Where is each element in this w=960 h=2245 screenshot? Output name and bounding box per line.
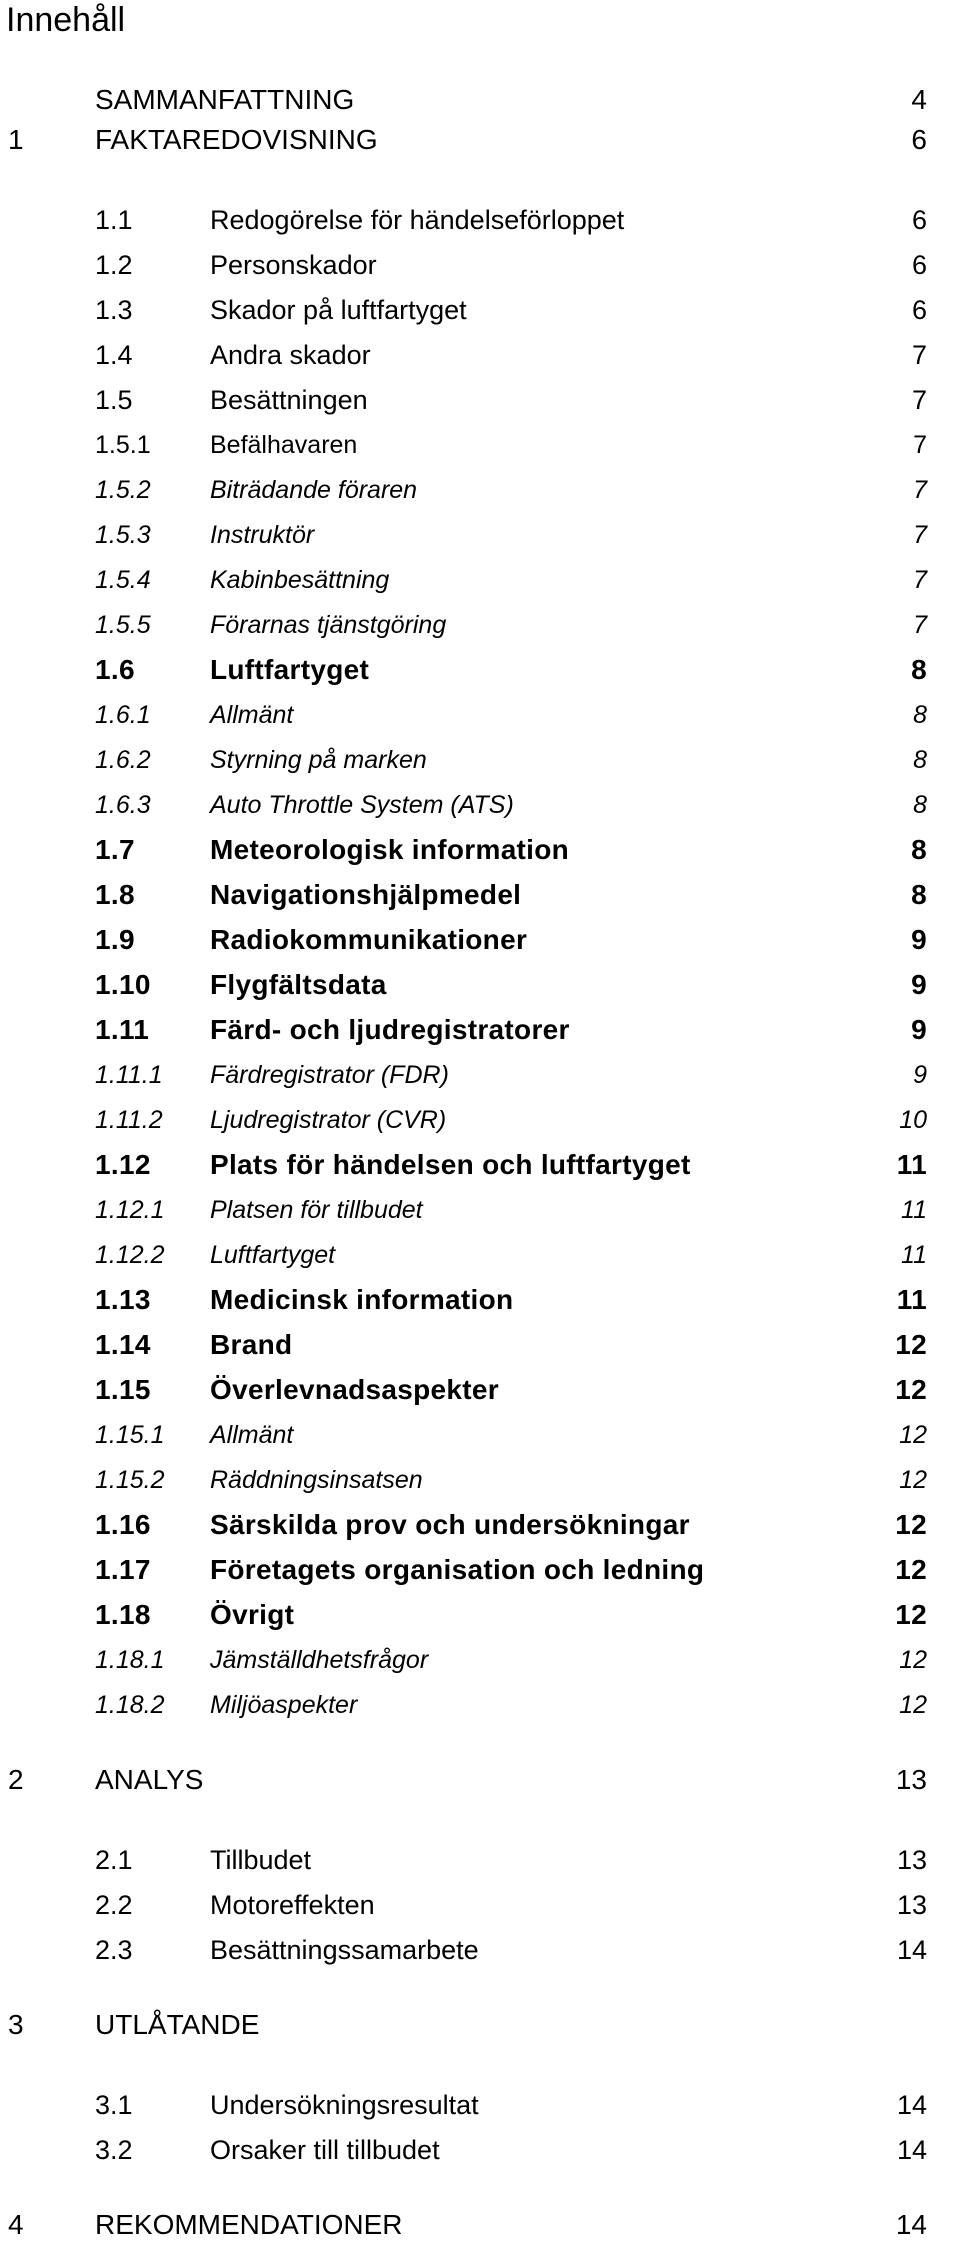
toc-entry-page: 8 — [911, 654, 927, 685]
toc-entry[interactable] — [0, 695, 960, 735]
toc-entry-title: Luftfartyget — [210, 1241, 336, 1269]
toc-entry-number: 1.5 — [95, 385, 133, 415]
toc-entry-title: Tillbudet — [210, 1845, 312, 1875]
toc-entry-page: 8 — [911, 834, 927, 865]
toc-entry-title: Allmänt — [210, 1421, 294, 1449]
toc-entry-title: Platsen för tillbudet — [210, 1196, 423, 1224]
toc-entry-page: 11 — [901, 1241, 927, 1269]
toc-entry[interactable] — [0, 1760, 960, 1800]
toc-entry-page: 14 — [896, 2090, 927, 2120]
toc-entry-page: 12 — [899, 1691, 927, 1719]
toc-entry[interactable] — [0, 1280, 960, 1320]
toc-entry-number: 1.15 — [95, 1374, 151, 1405]
toc-entry-page: 7 — [911, 385, 927, 415]
toc-entry[interactable] — [0, 1100, 960, 1140]
toc-entry-page: 12 — [895, 1554, 927, 1585]
toc-entry-title: Allmänt — [210, 701, 294, 729]
toc-entry-number: 1.14 — [95, 1329, 151, 1360]
toc-entry-number: 4 — [8, 2209, 24, 2240]
toc-entry-title: Instruktör — [210, 521, 315, 549]
toc-entry-number: 1.15.2 — [95, 1466, 165, 1494]
toc-entry-title: Meteorologisk information — [210, 834, 570, 865]
toc-entry[interactable] — [0, 1145, 960, 1185]
toc-entry[interactable] — [0, 290, 960, 330]
page-title: Innehåll — [6, 1, 126, 39]
toc-entry-title: Redogörelse för händelseförloppet — [210, 205, 625, 235]
toc-entry-title: Styrning på marken — [210, 746, 427, 774]
toc-entry[interactable] — [0, 515, 960, 555]
toc-entry-number: 1.18 — [95, 1599, 151, 1630]
toc-entry[interactable] — [0, 605, 960, 645]
toc-entry[interactable] — [0, 425, 960, 465]
toc-entry-title: Överlevnadsaspekter — [210, 1374, 499, 1405]
toc-entry-page: 14 — [896, 2135, 927, 2165]
toc-entry-title: Radiokommunikationer — [210, 924, 528, 955]
toc-entry-page: 7 — [913, 566, 927, 594]
toc-entry-number: 3.1 — [95, 2090, 133, 2120]
toc-entry-title: Andra skador — [210, 340, 371, 370]
toc-entry-title: Färd- och ljudregistratorer — [210, 1014, 570, 1045]
toc-entry-page: 8 — [911, 879, 927, 910]
toc-entry-number: 1.11.1 — [95, 1061, 163, 1089]
toc-entry[interactable] — [0, 1370, 960, 1410]
toc-entry-title: FAKTAREDOVISNING — [95, 124, 378, 155]
toc-entry-number: 3.2 — [95, 2135, 133, 2165]
toc-entry[interactable] — [0, 650, 960, 690]
toc-entry-number: 1 — [8, 124, 24, 155]
toc-entry-page: 12 — [899, 1646, 927, 1674]
toc-entry-number: 1.1 — [95, 205, 133, 235]
toc-entry-page: 6 — [911, 250, 927, 280]
toc-entry[interactable] — [0, 1550, 960, 1590]
toc-entry-title: Auto Throttle System (ATS) — [210, 791, 514, 819]
toc-entry[interactable] — [0, 965, 960, 1005]
toc-entry-number: 1.6 — [95, 654, 135, 685]
toc-entry[interactable] — [0, 1190, 960, 1230]
toc-entry-number: 1.6.2 — [95, 746, 151, 774]
toc-entry-number: 1.13 — [95, 1284, 151, 1315]
toc-entry-title: Befälhavaren — [210, 431, 358, 459]
toc-entry[interactable] — [0, 1840, 960, 1880]
toc-entry-page: 6 — [911, 124, 927, 155]
toc-entry-page: 12 — [895, 1509, 927, 1540]
toc-entry[interactable] — [0, 560, 960, 600]
toc-entry-number: 1.8 — [95, 879, 135, 910]
toc-entry-page: 6 — [911, 205, 927, 235]
toc-entry[interactable] — [0, 1885, 960, 1925]
toc-entry[interactable] — [0, 1235, 960, 1275]
toc-entry[interactable] — [0, 1595, 960, 1635]
toc-entry-title: Förarnas tjänstgöring — [210, 611, 447, 639]
toc-entry-title: Företagets organisation och ledning — [210, 1554, 705, 1585]
toc-entry-page: 8 — [913, 701, 927, 729]
toc-entry-title: Medicinsk information — [210, 1284, 514, 1315]
toc-entry-page: 11 — [901, 1196, 927, 1224]
toc-entry-title: Orsaker till tillbudet — [210, 2135, 440, 2165]
toc-entry-page: 4 — [911, 84, 927, 115]
toc-entry-title: Brand — [210, 1329, 293, 1360]
toc-entry-page: 14 — [896, 1935, 927, 1965]
toc-entry-number: 1.10 — [95, 969, 151, 1000]
toc-entry-page: 9 — [911, 969, 927, 1000]
toc-entry[interactable] — [0, 1930, 960, 1970]
toc-entry-page: 8 — [913, 746, 927, 774]
toc-entry[interactable] — [0, 1505, 960, 1545]
toc-entry-title: Motoreffekten — [210, 1890, 375, 1920]
toc-entry-number: 1.5.3 — [95, 521, 151, 549]
toc-entry[interactable] — [0, 470, 960, 510]
toc-entry[interactable] — [0, 245, 960, 285]
toc-entry[interactable] — [0, 1010, 960, 1050]
toc-entry[interactable] — [0, 1640, 960, 1680]
toc-entry[interactable] — [0, 200, 960, 240]
toc-entry-number: 1.6.3 — [95, 791, 151, 819]
toc-entry-title: REKOMMENDATIONER — [95, 2209, 403, 2240]
toc-entry-title: Plats för händelsen och luftfartyget — [210, 1149, 691, 1180]
toc-entry-page: 7 — [913, 476, 927, 504]
toc-entry-page: 12 — [899, 1421, 927, 1449]
toc-entry-number: 1.6.1 — [95, 701, 151, 729]
toc-entry[interactable] — [0, 1460, 960, 1500]
toc-entry-number: 1.9 — [95, 924, 135, 955]
toc-entry-number: 1.11.2 — [95, 1106, 163, 1134]
toc-entry-number: 1.18.1 — [95, 1646, 165, 1674]
toc-entry-title: UTLÅTANDE — [95, 2009, 260, 2040]
toc-entry[interactable] — [0, 2130, 960, 2170]
toc-entry-number: 1.5.1 — [95, 431, 151, 459]
toc-entry-number: 1.11 — [95, 1014, 150, 1045]
toc-entry-number: 1.7 — [95, 834, 135, 865]
toc-entry-title: Besättningen — [210, 385, 368, 415]
toc-entry[interactable] — [0, 785, 960, 825]
toc-entry-number: 1.12 — [95, 1149, 151, 1180]
toc-entry-page: 12 — [895, 1374, 927, 1405]
toc-entry-title: Övrigt — [210, 1599, 295, 1630]
toc-entry[interactable] — [0, 335, 960, 375]
toc-entry[interactable] — [0, 1415, 960, 1455]
toc-entry-page: 11 — [896, 1149, 927, 1180]
toc-entry-page: 7 — [913, 431, 927, 459]
toc-entry-page: 9 — [911, 1014, 927, 1045]
toc-entry-number: 2.1 — [95, 1845, 133, 1875]
toc-entry[interactable] — [0, 830, 960, 870]
toc-entry-number: 1.12.2 — [95, 1241, 165, 1269]
toc-entry-page: 7 — [913, 521, 927, 549]
toc-entry-title: Luftfartyget — [210, 654, 370, 685]
toc-entry-number: 1.4 — [95, 340, 133, 370]
toc-entry[interactable] — [0, 120, 960, 160]
toc-entry-number: 1.5.5 — [95, 611, 151, 639]
toc-entry-page: 12 — [895, 1329, 927, 1360]
toc-entry-number: 1.3 — [95, 295, 133, 325]
toc-entry-title: Besättningssamarbete — [210, 1935, 479, 1965]
toc-entry[interactable] — [0, 2005, 960, 2045]
toc-entry[interactable] — [0, 1685, 960, 1725]
toc-entry-page: 9 — [911, 924, 927, 955]
toc-entry-title: Navigationshjälpmedel — [210, 879, 522, 910]
toc-entry-number: 2 — [8, 1764, 24, 1795]
toc-entry-number: 1.5.4 — [95, 566, 151, 594]
toc-entry-page: 6 — [911, 295, 927, 325]
toc-entry-number: 1.18.2 — [95, 1691, 165, 1719]
toc-entry-title: Miljöaspekter — [210, 1691, 358, 1719]
toc-entry-page: 11 — [896, 1284, 927, 1315]
toc-entry[interactable] — [0, 740, 960, 780]
toc-entry-number: 1.5.2 — [95, 476, 151, 504]
toc-entry-page: 10 — [899, 1106, 927, 1134]
toc-entry-title: Biträdande föraren — [210, 476, 418, 504]
toc-entry-title: SAMMANFATTNING — [95, 84, 355, 115]
toc-entry-title: Skador på luftfartyget — [210, 295, 467, 325]
toc-entry[interactable] — [0, 380, 960, 420]
toc-entry-title: Kabinbesättning — [210, 566, 390, 594]
toc-entry[interactable] — [0, 1055, 960, 1095]
toc-entry-title: ANALYS — [95, 1764, 204, 1795]
toc-entry-title: Särskilda prov och undersökningar — [210, 1509, 690, 1540]
toc-entry[interactable] — [0, 2085, 960, 2125]
toc-entry-title: Flygfältsdata — [210, 969, 387, 1000]
toc-entry-page: 13 — [896, 1845, 927, 1875]
toc-entry-number: 3 — [8, 2009, 24, 2040]
toc-entry-title: Färdregistrator (FDR) — [210, 1061, 449, 1089]
toc-entry-page: 12 — [899, 1466, 927, 1494]
toc-entry[interactable] — [0, 875, 960, 915]
toc-entry-number: 2.2 — [95, 1890, 133, 1920]
toc-entry-number: 1.2 — [95, 250, 133, 280]
toc-entry-page: 7 — [911, 340, 927, 370]
toc-entry-page: 13 — [895, 1764, 927, 1795]
toc-entry[interactable] — [0, 80, 960, 120]
toc-entry-title: Räddningsinsatsen — [210, 1466, 423, 1494]
toc-entry[interactable] — [0, 920, 960, 960]
toc-entry-page: 7 — [913, 611, 927, 639]
toc-entry-number: 1.16 — [95, 1509, 151, 1540]
toc-entry-title: Personskador — [210, 250, 377, 280]
toc-entry-page: 12 — [895, 1599, 927, 1630]
toc-entry-title: Undersökningsresultat — [210, 2090, 479, 2120]
toc-entry-page: 13 — [896, 1890, 927, 1920]
toc-entry-page: 9 — [913, 1061, 927, 1089]
toc-entry-page: 14 — [895, 2209, 927, 2240]
toc-entry-number: 1.12.1 — [95, 1196, 165, 1224]
toc-entry-title: Ljudregistrator (CVR) — [210, 1106, 447, 1134]
toc-entry-number: 1.17 — [95, 1554, 151, 1585]
toc-entry-number: 2.3 — [95, 1935, 133, 1965]
toc-entry[interactable] — [0, 2205, 960, 2245]
toc-entry-page: 8 — [913, 791, 927, 819]
toc-entry-number: 1.15.1 — [95, 1421, 165, 1449]
toc-entry[interactable] — [0, 1325, 960, 1365]
toc-entry-title: Jämställdhetsfrågor — [210, 1646, 429, 1674]
